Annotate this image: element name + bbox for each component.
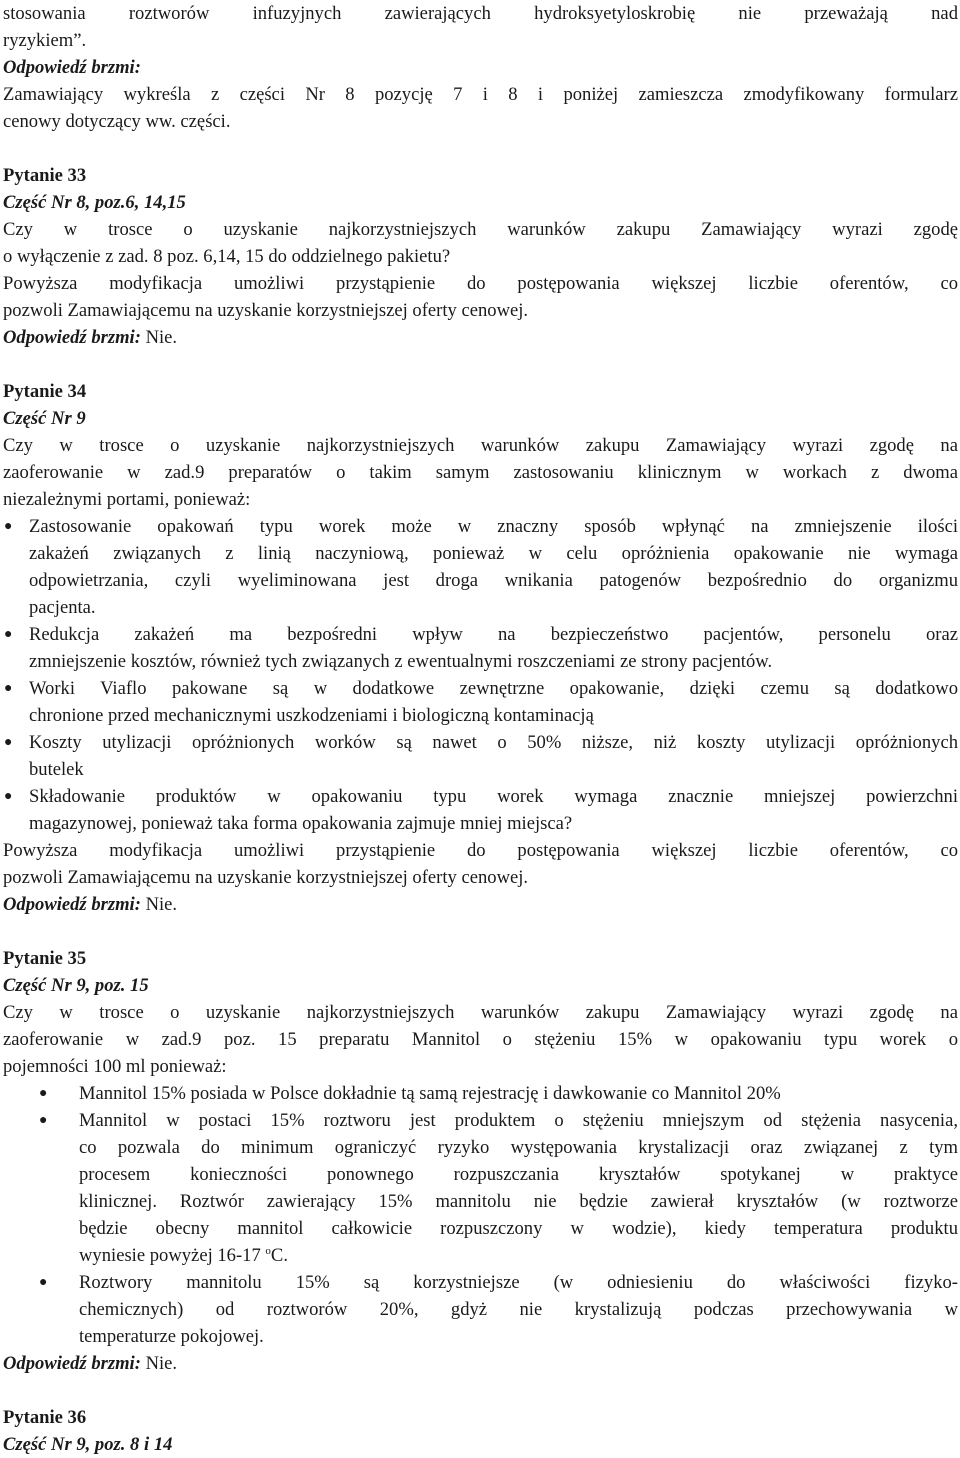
text-line: stosowania roztworów infuzyjnych zawierających hydroksyetyloskrobię nie przeważają nad [3, 3, 958, 24]
text-line: Składowanie produktów w opakowaniu typu worek wymaga znacznie mniejszej powierzchni [29, 786, 958, 807]
answer-line [3, 891, 958, 918]
text-line: chemicznych) od roztworów 20%, gdyż nie krystalizują podczas przechowywania w [79, 1299, 958, 1320]
text-line: Worki Viaflo pakowane są w dodatkowe zewnętrzne opakowanie, dzięki czemu są dodatkowo [29, 678, 958, 699]
answer-paragraph [3, 81, 958, 135]
closing-paragraph [3, 837, 958, 891]
text-line: Mannitol w postaci 15% roztworu jest produktem o stężeniu mniejszym od stężenia nasycenia, [79, 1110, 958, 1131]
question-part: Część Nr 9, poz. 8 i 14 [3, 1434, 173, 1455]
text-line: zmniejszenie kosztów, również tych związanych z ewentualnymi roszczeniami ze strony pacjentów. [29, 651, 773, 672]
bullet-icon: ● [4, 519, 13, 534]
text-line: pacjenta. [29, 597, 96, 618]
text-line: będzie obecny mannitol całkowicie rozpuszczony w wodzie), kiedy temperatura produktu [79, 1218, 958, 1239]
temperature-text: wyniesie powyżej 16-17 [79, 1245, 261, 1266]
text-line: klinicznej. Roztwór zawierający 15% mannitolu nie będzie zawierał kryształów (w roztworze [79, 1191, 958, 1212]
bullet-icon: ● [4, 627, 13, 642]
text-line: chronione przed mechanicznymi uszkodzeniami i biologiczną kontaminacją [29, 705, 594, 726]
bullet-list [3, 513, 958, 837]
list-item [3, 1269, 958, 1350]
temperature-line [79, 1242, 958, 1269]
list-item [3, 729, 958, 783]
text-line: ryzykiem”. [3, 30, 87, 51]
text-line: butelek [29, 759, 84, 780]
answer-label: Odpowiedź brzmi: [3, 1353, 141, 1374]
list-item [3, 621, 958, 675]
text-line: niezależnymi portami, ponieważ: [3, 489, 251, 510]
text-line: Roztwory mannitolu 15% są korzystniejsze (w odniesieniu do właściwości fizyko- [79, 1272, 958, 1293]
text-line: zaoferowanie w zad.9 preparatów o takim samym zastosowaniu klinicznym w workach z dwoma [3, 462, 958, 483]
text-line: Czy w trosce o uzyskanie najkorzystniejszych warunków zakupu Zamawiający wyrazi zgodę na [3, 435, 958, 456]
answer-value: Nie. [145, 894, 178, 915]
text-line: zaoferowanie w zad.9 poz. 15 preparatu Mannitol o stężeniu 15% w opakowaniu typu worek o [3, 1029, 958, 1050]
bullet-icon: ● [4, 681, 13, 696]
text-line: pojemności 100 ml ponieważ: [3, 1056, 227, 1077]
bullet-icon: ● [39, 1113, 48, 1128]
question-body [3, 216, 958, 324]
answer-value: Nie. [145, 327, 178, 348]
text-line: Redukcja zakażeń ma bezpośredni wpływ na bezpieczeństwo pacjentów, personelu oraz [29, 624, 958, 645]
question-part: Część Nr 9 [3, 408, 86, 429]
answer-value: Nie. [145, 1353, 178, 1374]
text-line: Czy w trosce o uzyskanie najkorzystniejszych warunków zakupu Zamawiający wyrazi zgodę na [3, 1002, 958, 1023]
text-line: o wyłączenie z zad. 8 poz. 6,14, 15 do oddzielnego pakietu? [3, 246, 451, 267]
text-line: magazynowej, ponieważ taka forma opakowania zajmuje mniej miejsca? [29, 813, 573, 834]
text-line: procesem konieczności ponownego rozpuszczania kryształów spotykanej w praktyce [79, 1164, 958, 1185]
text-line: Zamawiający wykreśla z części Nr 8 pozycję 7 i 8 i poniżej zamieszcza zmodyfikowany formularz [3, 84, 958, 105]
text-line: pozwoli Zamawiającemu na uzyskanie korzystniejszej oferty cenowej. [3, 300, 529, 321]
text-line: Mannitol 15% posiada w Polsce dokładnie tą samą rejestrację i dawkowanie co Mannitol 20% [79, 1083, 781, 1104]
answer-label: Odpowiedź brzmi: [3, 894, 141, 915]
text-line: Koszty utylizacji opróżnionych worków są nawet o 50% niższe, niż koszty utylizacji opróżnionych [29, 732, 958, 753]
text-line: Powyższa modyfikacja umożliwi przystąpienie do postępowania większej liczbie oferentów, co [3, 840, 958, 861]
text-line: cenowy dotyczący ww. części. [3, 111, 231, 132]
question-title: Pytanie 33 [3, 165, 87, 186]
bullet-icon: ● [4, 735, 13, 750]
question-title: Pytanie 35 [3, 948, 87, 969]
question-part: Część Nr 9, poz. 15 [3, 975, 149, 996]
answer-line [3, 1350, 958, 1377]
bullet-icon: ● [39, 1086, 48, 1101]
answer-label: Odpowiedź brzmi: [3, 57, 141, 78]
list-item [3, 1080, 958, 1107]
text-line: pozwoli Zamawiającemu na uzyskanie korzystniejszej oferty cenowej. [3, 867, 529, 888]
answer-line [3, 324, 958, 351]
degree-mark: o [265, 1245, 271, 1257]
question-body [3, 999, 958, 1080]
temperature-unit: C. [270, 1245, 288, 1266]
question-title: Pytanie 36 [3, 1407, 87, 1428]
bullet-list [3, 1080, 958, 1350]
answer-label: Odpowiedź brzmi: [3, 327, 141, 348]
list-item [3, 513, 958, 621]
text-line: zakażeń związanych z linią naczyniową, ponieważ w celu opróżnienia opakowanie nie wymaga [29, 543, 958, 564]
list-item [3, 1107, 958, 1269]
list-item [3, 675, 958, 729]
text-line: Zastosowanie opakowań typu worek może w znaczny sposób wpłynąć na zmniejszenie ilości [29, 516, 958, 537]
text-line: Czy w trosce o uzyskanie najkorzystniejszych warunków zakupu Zamawiający wyrazi zgodę [3, 219, 958, 240]
question-body [3, 432, 958, 513]
intro-paragraph [3, 0, 958, 54]
list-item [3, 783, 958, 837]
text-line: temperaturze pokojowej. [79, 1326, 264, 1347]
text-line: co pozwala do minimum ograniczyć ryzyko występowania krystalizacji oraz związanej z tym [79, 1137, 958, 1158]
text-line: odpowietrzania, czyli wyeliminowana jest droga wnikania patogenów bezpośrednio do organizmu [29, 570, 958, 591]
question-title: Pytanie 34 [3, 381, 87, 402]
question-part: Część Nr 8, poz.6, 14,15 [3, 192, 186, 213]
text-line: Powyższa modyfikacja umożliwi przystąpienie do postępowania większej liczbie oferentów, co [3, 273, 958, 294]
bullet-icon: ● [4, 789, 13, 804]
bullet-icon: ● [39, 1275, 48, 1290]
